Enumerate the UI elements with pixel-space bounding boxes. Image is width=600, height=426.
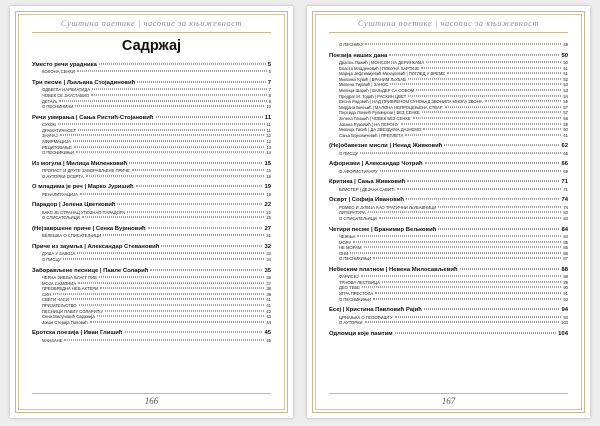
dot-leader <box>77 253 264 254</box>
toc-section-entry-title: Четири песме | Бранимир Вељковић <box>329 226 437 233</box>
toc-section <box>32 184 271 197</box>
toc-section-entry-page: 84 <box>561 226 568 233</box>
toc-section-entry[interactable] <box>32 62 271 69</box>
toc-sub-entry-page: 89 <box>563 279 568 285</box>
toc-section <box>32 226 271 239</box>
dot-leader <box>103 235 264 236</box>
toc-sub-entry-title: ОНИ <box>339 250 349 256</box>
toc-sub-entry-title: ОДБЕГЛА НАРКИАТИДА <box>42 87 91 93</box>
toc-sub-entry-title: РОМЕО И ЈУЛИЈА КАО ТРАГИЧНИ ЉУБАВНИЦИ <box>339 204 437 210</box>
toc-sub-entry-page: 58 <box>563 115 568 121</box>
toc-section <box>32 202 271 221</box>
toc-sub-entry-page: 13 <box>266 144 271 150</box>
toc-section-entry-title: Критика | Сања Живковић <box>329 179 406 186</box>
toc-sub-entry-title: ЧЕЖЊА <box>339 233 356 239</box>
dot-leader <box>92 89 267 90</box>
toc-section-entry[interactable] <box>329 197 568 204</box>
toc-section-entry-page: 32 <box>264 243 271 250</box>
toc-sub-entry-page: 60 <box>563 127 568 133</box>
toc-section-entry-title: Три песме | Љиљана Стојадиновић <box>32 80 136 86</box>
toc-sub-entry-page: 45 <box>266 337 271 343</box>
dot-leader <box>91 95 266 96</box>
toc-sub-entry-title: ПРОПАСТ И ДРУГЕ ЗАБОРАВЉЕНЕ ПРИЧЕ <box>42 168 130 174</box>
toc-sub-entry-title: КАКО ЈЕ СТРАНАЦ УПОЗНАО ПАРАДОРА <box>42 209 126 215</box>
toc-sub-entry-title: О АУТОРКИ ОСВРТА <box>42 173 84 179</box>
toc-section-entry[interactable] <box>32 115 271 122</box>
page-number: 167 <box>441 396 456 406</box>
running-header: Суштина поетике | часопис за књижевност <box>60 19 243 28</box>
dot-leader <box>406 199 559 200</box>
toc-section-entry-title: Речи умирања | Сања Ристић-Стојановић <box>32 114 154 121</box>
toc-sub-entry[interactable] <box>32 338 271 344</box>
toc-section <box>32 161 271 180</box>
toc-sub-entry-title: Предраг М. Тодић | РАСКИН ЦВЕТ <box>339 93 407 99</box>
toc-sub-entry-title: Сена Милуновић Саражија <box>42 314 95 320</box>
toc-sub-entry-page: 5 <box>268 69 271 75</box>
toc-sub-entry-page: 11 <box>266 127 271 133</box>
toc-sub-entry-title: Милица Тасић | ДА ЗВЕЗДАМА ДАЈНЕМО <box>339 127 422 133</box>
dot-leader <box>445 106 562 107</box>
toc-sub-entry-page: 36 <box>266 274 271 280</box>
toc-section-entry-page: 15 <box>264 160 271 167</box>
dot-leader <box>58 124 265 125</box>
toc-section-entry-title: Парадор | Јелена Цветковић <box>32 202 116 209</box>
dot-leader <box>63 258 264 259</box>
dot-leader <box>353 241 561 242</box>
toc-sub-entry-title: О ПЕСНИКИЊИ <box>42 150 74 156</box>
toc-sub-entry-title: Весна Радовић | НАД ПРИВРЕНОМ СУНОКАД ЗВОНИЛА МНОГА ЗВОНА <box>339 99 483 105</box>
dot-leader <box>362 287 561 288</box>
toc-sub-entry-page: 19 <box>266 191 271 197</box>
toc-section-entry[interactable] <box>32 161 271 168</box>
page-title: Садржај <box>121 38 182 54</box>
toc-section <box>32 115 271 156</box>
dot-leader <box>161 245 262 246</box>
dot-leader <box>86 175 265 176</box>
toc-section-entry-page: 45 <box>264 330 271 337</box>
toc-sub-entry-title: О ПЕСНИКИЊИ <box>339 296 371 302</box>
toc-sub-entry-title: НЕ МОРАМ <box>339 245 362 251</box>
toc-sub-entry-title: ЧЕРНА ЗИВЉА БЛАГГ ПИЕ <box>42 274 97 280</box>
right-page <box>307 6 590 418</box>
toc-sub-entry-title: О АФОРИСТИЧАРУ <box>339 168 378 174</box>
dot-leader <box>80 193 264 194</box>
dot-leader <box>79 304 265 305</box>
toc-section-entry-page: 5 <box>267 62 271 68</box>
toc-sub-entry-title: ЗНАЧАЈ <box>42 133 58 139</box>
dot-leader <box>125 332 263 333</box>
toc-section-entry-title: (Не)завршене приче | Сенка Вујиновић <box>32 225 146 232</box>
toc-sub-entry-page: 44 <box>266 319 271 325</box>
toc-section <box>329 197 568 221</box>
dot-leader <box>397 188 562 189</box>
toc-sub-entry-title: Јована Ружичић | НА ПЕРОНУ <box>339 121 399 127</box>
dot-leader <box>132 170 264 171</box>
dot-leader <box>422 112 562 113</box>
toc-section <box>329 53 568 139</box>
toc-section-entry-title: Заборављене песнице | Павле Соларић <box>32 267 149 274</box>
toc-section-entry-page: 50 <box>561 52 568 59</box>
toc-sub-entry-page: 11 <box>266 122 271 128</box>
dot-leader <box>413 117 562 118</box>
toc-sub-entry-page: 93 <box>563 296 568 302</box>
toc-sub-entry-page: 91 <box>563 291 568 297</box>
dot-leader <box>444 145 559 146</box>
toc-section-entry-page: 27 <box>264 225 271 232</box>
dot-leader <box>99 64 266 65</box>
dot-leader <box>401 123 562 124</box>
toc-section <box>329 227 568 262</box>
toc-sub-entry-page: 12 <box>266 133 271 139</box>
toc-sub-entry-title: Власта Младеновић | ПОБУНА ХАРТИЈЕ <box>339 65 420 71</box>
toc-section <box>32 268 271 326</box>
toc-sub-entry-title: РЕЦИТОВАЊЕ <box>42 144 72 150</box>
toc-section-entry[interactable] <box>329 227 568 234</box>
toc-sub-entry-title: СВЕТИ ЧАСИ <box>42 297 69 303</box>
toc-sub-entry-title: О ПЕСНИКИЊИ <box>339 256 371 262</box>
toc-sub-entry-page: 53 <box>563 87 568 93</box>
dot-leader <box>395 316 562 317</box>
toc-sub-entry-title: СУКОБ <box>42 122 56 128</box>
toc-section-entry[interactable] <box>329 331 568 338</box>
toc-sub-entry-page: 57 <box>563 110 568 116</box>
toc-section <box>32 330 271 343</box>
toc-sub-entry-page: 69 <box>563 168 568 174</box>
toc-sub-entry-page: 54 <box>563 93 568 99</box>
toc-sub-entry-title: О СПИСАТЕЉИЦИ <box>42 215 80 221</box>
dot-leader <box>360 152 561 153</box>
toc-sub-entry-page: 57 <box>563 104 568 110</box>
toc-section-entry-page: 22 <box>264 202 271 209</box>
toc-sub-entry-title: ЧОВЕК СЕ ЗАУСТАВИО <box>42 93 90 98</box>
toc-sub-entry-page: 51 <box>563 65 568 71</box>
toc-section-entry[interactable] <box>32 184 271 191</box>
toc-sub-entry-title: Јован Стерија Поповић <box>42 319 88 325</box>
dot-leader <box>380 170 562 171</box>
dot-leader <box>136 186 263 187</box>
dot-leader <box>408 78 562 79</box>
toc-section-entry[interactable] <box>329 53 568 60</box>
toc-sub-entry-page: 86 <box>563 250 568 256</box>
toc-sub-entry-page: 83 <box>563 215 568 221</box>
toc-section <box>329 307 568 326</box>
dot-leader <box>375 293 561 294</box>
toc-list-right <box>329 42 568 338</box>
toc-sub-entry-title: Миланко Кукић | БРАНИМ ЉУБАВ <box>339 76 406 82</box>
dot-leader <box>156 116 263 117</box>
toc-sub-entry-page: 12 <box>266 138 271 144</box>
dot-leader <box>405 134 561 135</box>
dot-leader <box>365 44 561 45</box>
toc-sub-entry-page: 9 <box>268 98 271 104</box>
dot-leader <box>395 332 556 333</box>
dot-leader <box>368 212 562 213</box>
toc-section-entry-title: Уместо речи урадника <box>32 62 97 68</box>
dot-leader <box>407 181 559 182</box>
toc-section-entry-title: Афоризми | Александар Чотрић <box>329 161 423 168</box>
toc-sub-entry-title: О ПЕСНИНИНИ <box>42 104 74 110</box>
toc-section-entry[interactable] <box>329 267 568 274</box>
toc-section-entry-page: 35 <box>264 267 271 274</box>
dot-leader <box>438 228 559 229</box>
toc-sub-entry-title: ПЕСНИЦИ ПАВЛУ СОЛАРИЋУ <box>42 308 103 314</box>
dot-leader <box>127 211 264 212</box>
dot-leader <box>82 217 265 218</box>
toc-section-entry[interactable] <box>32 226 271 233</box>
dot-leader <box>78 129 264 130</box>
toc-sub-entry-title: БЛИСТЕР | ДЕЈАНА САВИЋ <box>339 186 395 192</box>
dot-leader <box>424 309 560 310</box>
toc-sub-entry-page: 41 <box>266 302 271 308</box>
toc-sub-entry-title: ДРАМАТИЧНОСТ <box>42 127 77 133</box>
toc-sub-entry-title: ЛИТЕРАТУРА <box>339 210 366 216</box>
toc-section-entry-title: Еротска поезија | Иван Глишић <box>32 330 123 337</box>
dot-leader <box>379 217 562 218</box>
toc-section-entry-page: 62 <box>561 143 568 150</box>
footer-rule <box>329 393 568 394</box>
toc-sub-entry-page: 84 <box>563 233 568 239</box>
toc-section-entry-title: Небеским платном | Невена Милосављевић <box>329 266 458 273</box>
toc-sub-entry-page: 85 <box>563 245 568 251</box>
toc-sub-entry-page: 87 <box>563 256 568 262</box>
toc-sub-entry-page: 31 <box>266 233 271 239</box>
toc-sub-entry-page: 83 <box>563 210 568 216</box>
footer-rule <box>32 393 271 394</box>
toc-sub-entry-page: 74 <box>563 204 568 210</box>
toc-section-entry-title: Одломци које памтим <box>329 330 393 337</box>
dot-leader <box>150 269 262 270</box>
toc-sub-entry-title: ДУША У ЗАВОЈА <box>42 251 76 257</box>
toc-section-entry-title: О младима је реч | Марко Јуришић <box>32 184 134 191</box>
dot-leader <box>460 268 560 269</box>
toc-sub-entry-title: ТРНОВА ЛЕСТВИЦА <box>339 279 380 285</box>
toc-sub-entry-title: О ПИСЦУ <box>42 256 62 262</box>
dot-leader <box>485 101 562 102</box>
toc-sub-entry-title: РЕНАЛИТУАЦИЈА <box>42 191 78 197</box>
dot-leader <box>71 299 264 300</box>
toc-sub-entry-title: Персида Лонкић Рулмирски | БЕЗ СЕНКЕ <box>339 110 420 116</box>
dot-leader <box>425 163 560 164</box>
toc-sub-entry-page: 65 <box>563 150 568 156</box>
left-page <box>10 6 293 418</box>
dot-leader <box>447 73 561 74</box>
toc-section-entry[interactable] <box>32 80 271 87</box>
toc-section-entry[interactable] <box>32 244 271 251</box>
toc-sub-entry-title: Милена Тијовић | ЗАНОС <box>339 82 389 88</box>
toc-sub-entry-page: 85 <box>563 239 568 245</box>
dot-leader <box>390 84 561 85</box>
toc-sub-entry-title: МОЈА САМОНИА <box>42 280 77 286</box>
toc-sub-entry-page: 25 <box>266 215 271 221</box>
toc-sub-entry-page: 50 <box>563 60 568 65</box>
toc-list-left <box>32 62 271 343</box>
toc-section <box>32 244 271 263</box>
toc-sub-entry-page: 34 <box>266 256 271 262</box>
dot-leader <box>75 106 264 107</box>
toc-section-entry[interactable] <box>329 143 568 150</box>
toc-section-entry-title: Осврт | Софија Ивановић <box>329 197 405 204</box>
dot-leader <box>129 162 262 163</box>
toc-sub-entry-page: 18 <box>266 173 271 179</box>
toc-sub-entry-title: ПРИЈАТЕЉСТВО <box>42 302 77 308</box>
dot-leader <box>137 82 265 83</box>
toc-sub-entry-page: 71 <box>563 186 568 192</box>
toc-sub-entry-title: Марија Јефтимијевић Михајловић | ПОГЛЕД У ВРЕМЕ <box>339 71 446 77</box>
toc-sub-entry-page: 10 <box>266 104 271 110</box>
toc-sub-entry-page: 8 <box>268 93 271 98</box>
toc-section-entry-page: 66 <box>561 161 568 168</box>
dot-leader <box>364 247 562 248</box>
toc-section <box>32 62 271 75</box>
dot-leader <box>74 146 265 147</box>
toc-sub-entry-title: МОРУ <box>339 239 352 245</box>
toc-sub-entry-title: ДЕО ТЕБЕ <box>339 285 360 291</box>
toc-sub-entry-page: 55 <box>563 99 568 105</box>
toc-sub-entry-title: О ПЕСНИКУ <box>339 42 364 47</box>
toc-section <box>329 267 568 302</box>
toc-sub-entry-title: Сања Бојковичевић | ПРЕПЛЕТА <box>339 132 404 138</box>
toc-section-entry[interactable] <box>32 268 271 275</box>
toc-section-entry-page: 71 <box>561 179 568 186</box>
toc-sub-entry-page: 61 <box>563 132 568 138</box>
toc-section-entry-title: Поезија наших дана <box>329 52 388 59</box>
dot-leader <box>53 293 264 294</box>
dot-leader <box>423 129 561 130</box>
toc-sub-entry-page: 22 <box>266 209 271 215</box>
toc-sub-entry-title: КОЛОНА СЕНКИ <box>42 69 75 75</box>
dot-leader <box>382 281 561 282</box>
toc-sub-entry-page: 32 <box>266 251 271 257</box>
dot-leader <box>76 152 264 153</box>
toc-sub-entry-page: 42 <box>266 308 271 314</box>
toc-sub-entry-page: 43 <box>266 314 271 320</box>
dot-leader <box>78 282 264 283</box>
toc-section-entry-title: (Не)обавезне мисли | Ненад Живковић <box>329 143 443 150</box>
toc-section-entry-page: 94 <box>561 307 568 314</box>
toc-section-entry-title: Есеј | Кристина Павловић Рајић <box>329 307 422 314</box>
toc-sub-entry-page: 14 <box>266 150 271 156</box>
toc-sub-entry-page: 15 <box>266 168 271 174</box>
toc-sub-entry-title: ЦРНАЊКА О ПОЗОРИШТУ <box>339 314 393 320</box>
toc-sub-entry-title: О ПИСЦУ <box>339 150 359 156</box>
toc-section-entry[interactable] <box>32 330 271 337</box>
dot-leader <box>90 321 265 322</box>
dot-leader <box>117 204 262 205</box>
toc-section <box>329 143 568 156</box>
toc-sub-entry-title: ДЕТАЉ <box>42 98 58 104</box>
toc-section <box>329 179 568 192</box>
toc-section-entry[interactable] <box>329 161 568 168</box>
dot-leader <box>97 316 265 317</box>
toc-sub-entry-title: БЕЛЕШКА О СПИСАТЕЉИЦИ <box>42 233 102 239</box>
dot-leader <box>421 67 561 68</box>
running-header: Суштина поетике | часопис за књижевност <box>357 19 540 28</box>
dot-leader <box>357 235 561 236</box>
dot-leader <box>365 322 559 323</box>
toc-section-entry[interactable] <box>329 307 568 314</box>
dot-leader <box>64 339 264 340</box>
toc-sub-entry-page: 49 <box>563 42 568 47</box>
toc-sub-entry-page: 88 <box>563 274 568 280</box>
toc-sub-entry-page: 51 <box>563 71 568 77</box>
toc-sub-entry-page: 52 <box>563 76 568 82</box>
toc-section <box>329 331 568 338</box>
header-rule <box>329 32 568 33</box>
dot-leader <box>373 258 561 259</box>
page-number: 166 <box>144 396 159 406</box>
dot-leader <box>416 89 561 90</box>
dot-leader <box>361 276 562 277</box>
toc-section-entry[interactable] <box>329 179 568 186</box>
dot-leader <box>438 206 561 207</box>
toc-section-entry-page: 19 <box>264 184 271 191</box>
dot-leader <box>408 95 561 96</box>
toc-sub-entry-title: СИН <box>42 291 52 297</box>
toc-sub-entry-title: МАНЗАНЕ <box>42 337 63 343</box>
toc-section-entry-page: 88 <box>561 266 568 273</box>
toc-section-entry[interactable] <box>32 202 271 209</box>
dot-leader <box>373 298 561 299</box>
toc-section-entry-page: 11 <box>264 114 271 121</box>
toc-sub-entry-title: Драгоњ Пажић | МОНСОН НА ДЕРИНКАМА <box>339 60 425 65</box>
dot-leader <box>73 140 264 141</box>
toc-sub-entry-page: 38 <box>266 286 271 292</box>
toc-sub-entry-title: О АУТОРКИ <box>339 320 363 326</box>
toc-sub-entry-title: ФАРИСЕЈ <box>339 274 359 280</box>
toc-sub-entry-page: 94 <box>563 314 568 320</box>
dot-leader <box>99 276 264 277</box>
toc-section-entry-title: Приче из заумља | Александар Стевановић <box>32 243 160 250</box>
toc-sub-entry-page: 39 <box>266 291 271 297</box>
toc-section-entry-title: Из могула | Милица Миленковић <box>32 160 128 167</box>
toc-section-entry-page: 104 <box>558 330 568 337</box>
toc-section <box>32 80 271 110</box>
dot-leader <box>60 135 265 136</box>
toc-sub-entry-title: ИГРА ПРЕСТОЛА <box>339 291 374 297</box>
toc-sub-entry-title: Јелена Глишић | ЧОВЕК БЕЗ СЕНКЕ <box>339 115 411 121</box>
toc-sub-entry-page: 7 <box>268 87 271 93</box>
toc-sub-entry-page: 53 <box>563 82 568 88</box>
dot-leader <box>148 227 263 228</box>
toc-sub-entry-title: Мирјана Бечњић | МАЛОНА НЕПРОЦЕЊЕНА СТВАР <box>339 104 443 110</box>
dot-leader <box>389 54 559 55</box>
toc-sub-entry-title: АФИРМАЦИЈА <box>42 138 71 144</box>
toc-sub-entry-page: 103 <box>561 320 568 326</box>
toc-section-entry-page: 7 <box>267 80 271 86</box>
toc-sub-entry-title: Милица Шарић | ВАЉДЕР СА СОБОМ <box>339 87 415 93</box>
toc-sub-entry-title: ПРЕОБРЕДНА НЕБ АКТЕРИ <box>42 286 99 292</box>
dot-leader <box>77 71 267 72</box>
dot-leader <box>100 288 264 289</box>
toc-sub-entry-page: 59 <box>563 121 568 127</box>
toc-section <box>329 161 568 174</box>
dot-leader <box>105 310 264 311</box>
toc-sub-entry-page: 41 <box>266 297 271 303</box>
toc-sub-entry-page: 90 <box>563 285 568 291</box>
header-rule <box>32 32 271 33</box>
dot-leader <box>350 252 561 253</box>
dot-leader <box>59 100 266 101</box>
dot-leader <box>426 62 561 63</box>
toc-sub-entry-page: 37 <box>266 280 271 286</box>
toc-section-entry-page: 74 <box>561 197 568 204</box>
toc-sub-entry-title: О СПИСАТЕЉИЦИ <box>339 215 377 221</box>
